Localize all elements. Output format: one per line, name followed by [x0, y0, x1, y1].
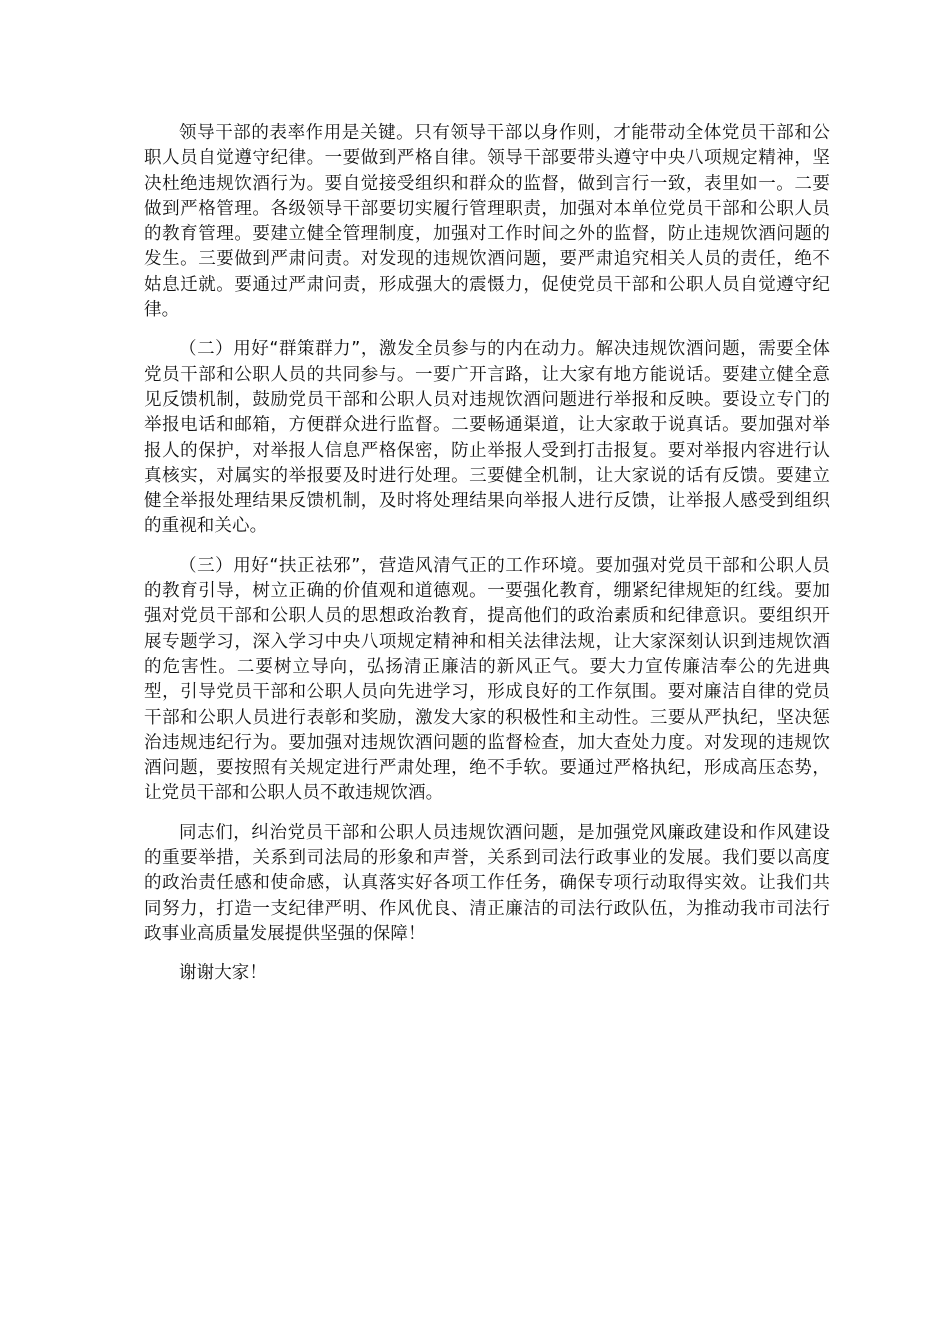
paragraph-leadership-role: 领导干部的表率作用是关键。只有领导干部以身作则，才能带动全体党员干部和公职人员自觉遵守纪律。一要做到严格自律。领导干部要带头遵守中央八项规定精神，坚决杜绝违规饮酒行为。要自觉接受组织和群众的监督，做到言行一致，表里如一。二要做到严格管理。各级领导干部要切实履行管理职责，加强对本单位党员干部和公职人员的教育管理。要建立健全管理制度，加强对工作时间之外的监督，防止违规饮酒问题的发生。三要做到严肃问责。对发现的违规饮酒问题，要严肃追究相关人员的责任，绝不姑息迁就。要通过严肃问责，形成强大的震慑力，促使党员干部和公职人员自觉遵守纪律。 [144, 123, 830, 321]
paragraph-collective-effort: （二）用好“群策群力”，激发全员参与的内在动力。解决违规饮酒问题，需要全体党员干部和公职人员的共同参与。一要广开言路，让大家有地方能说话。要建立健全意见反馈机制，鼓励党员干部和公职人员对违规饮酒问题进行举报和反映。要设立专门的举报电话和邮箱，方便群众进行监督。二要畅通渠道，让大家敢于说真话。要加强对举报人的保护，对举报人信息严格保密，防止举报人受到打击报复。要对举报内容进行认真核实，对属实的举报要及时进行处理。三要健全机制，让大家说的话有反馈。要建立健全举报处理结果反馈机制，及时将处理结果向举报人进行反馈，让举报人感受到组织的重视和关心。 [144, 339, 830, 537]
document-page [144, 121, 830, 1001]
paragraph-conclusion: 同志们，纠治党员干部和公职人员违规饮酒问题，是加强党风廉政建设和作风建设的重要举措，关系到司法局的形象和声誉，关系到司法行政事业的发展。我们要以高度的政治责任感和使命感，认真落实好各项工作任务，确保专项行动取得实效。让我们共同努力，打造一支纪律严明、作风优良、清正廉洁的司法行政队伍，为推动我市司法行政事业高质量发展提供坚强的保障！ [144, 822, 830, 944]
paragraph-upright-environment: （三）用好“扶正祛邪”，营造风清气正的工作环境。要加强对党员干部和公职人员的教育引导，树立正确的价值观和道德观。一要强化教育，绷紧纪律规矩的红线。要加强对党员干部和公职人员的思想政治教育，提高他们的政治素质和纪律意识。要组织开展专题学习，深入学习中央八项规定精神和相关法律法规，让大家深刻认识到违规饮酒的危害性。二要树立导向，弘扬清正廉洁的新风正气。要大力宣传廉洁奉公的先进典型，引导党员干部和公职人员向先进学习，形成良好的工作氛围。要对廉洁自律的党员干部和公职人员进行表彰和奖励，激发大家的积极性和主动性。三要从严执纪，坚决惩治违规违纪行为。要加强对违规饮酒问题的监督检查，加大查处力度。对发现的违规饮酒问题，要按照有关规定进行严肃处理，绝不手软。要通过严格执纪，形成高压态势，让党员干部和公职人员不敢违规饮酒。 [144, 555, 830, 804]
closing-thanks: 谢谢大家！ [179, 963, 267, 984]
